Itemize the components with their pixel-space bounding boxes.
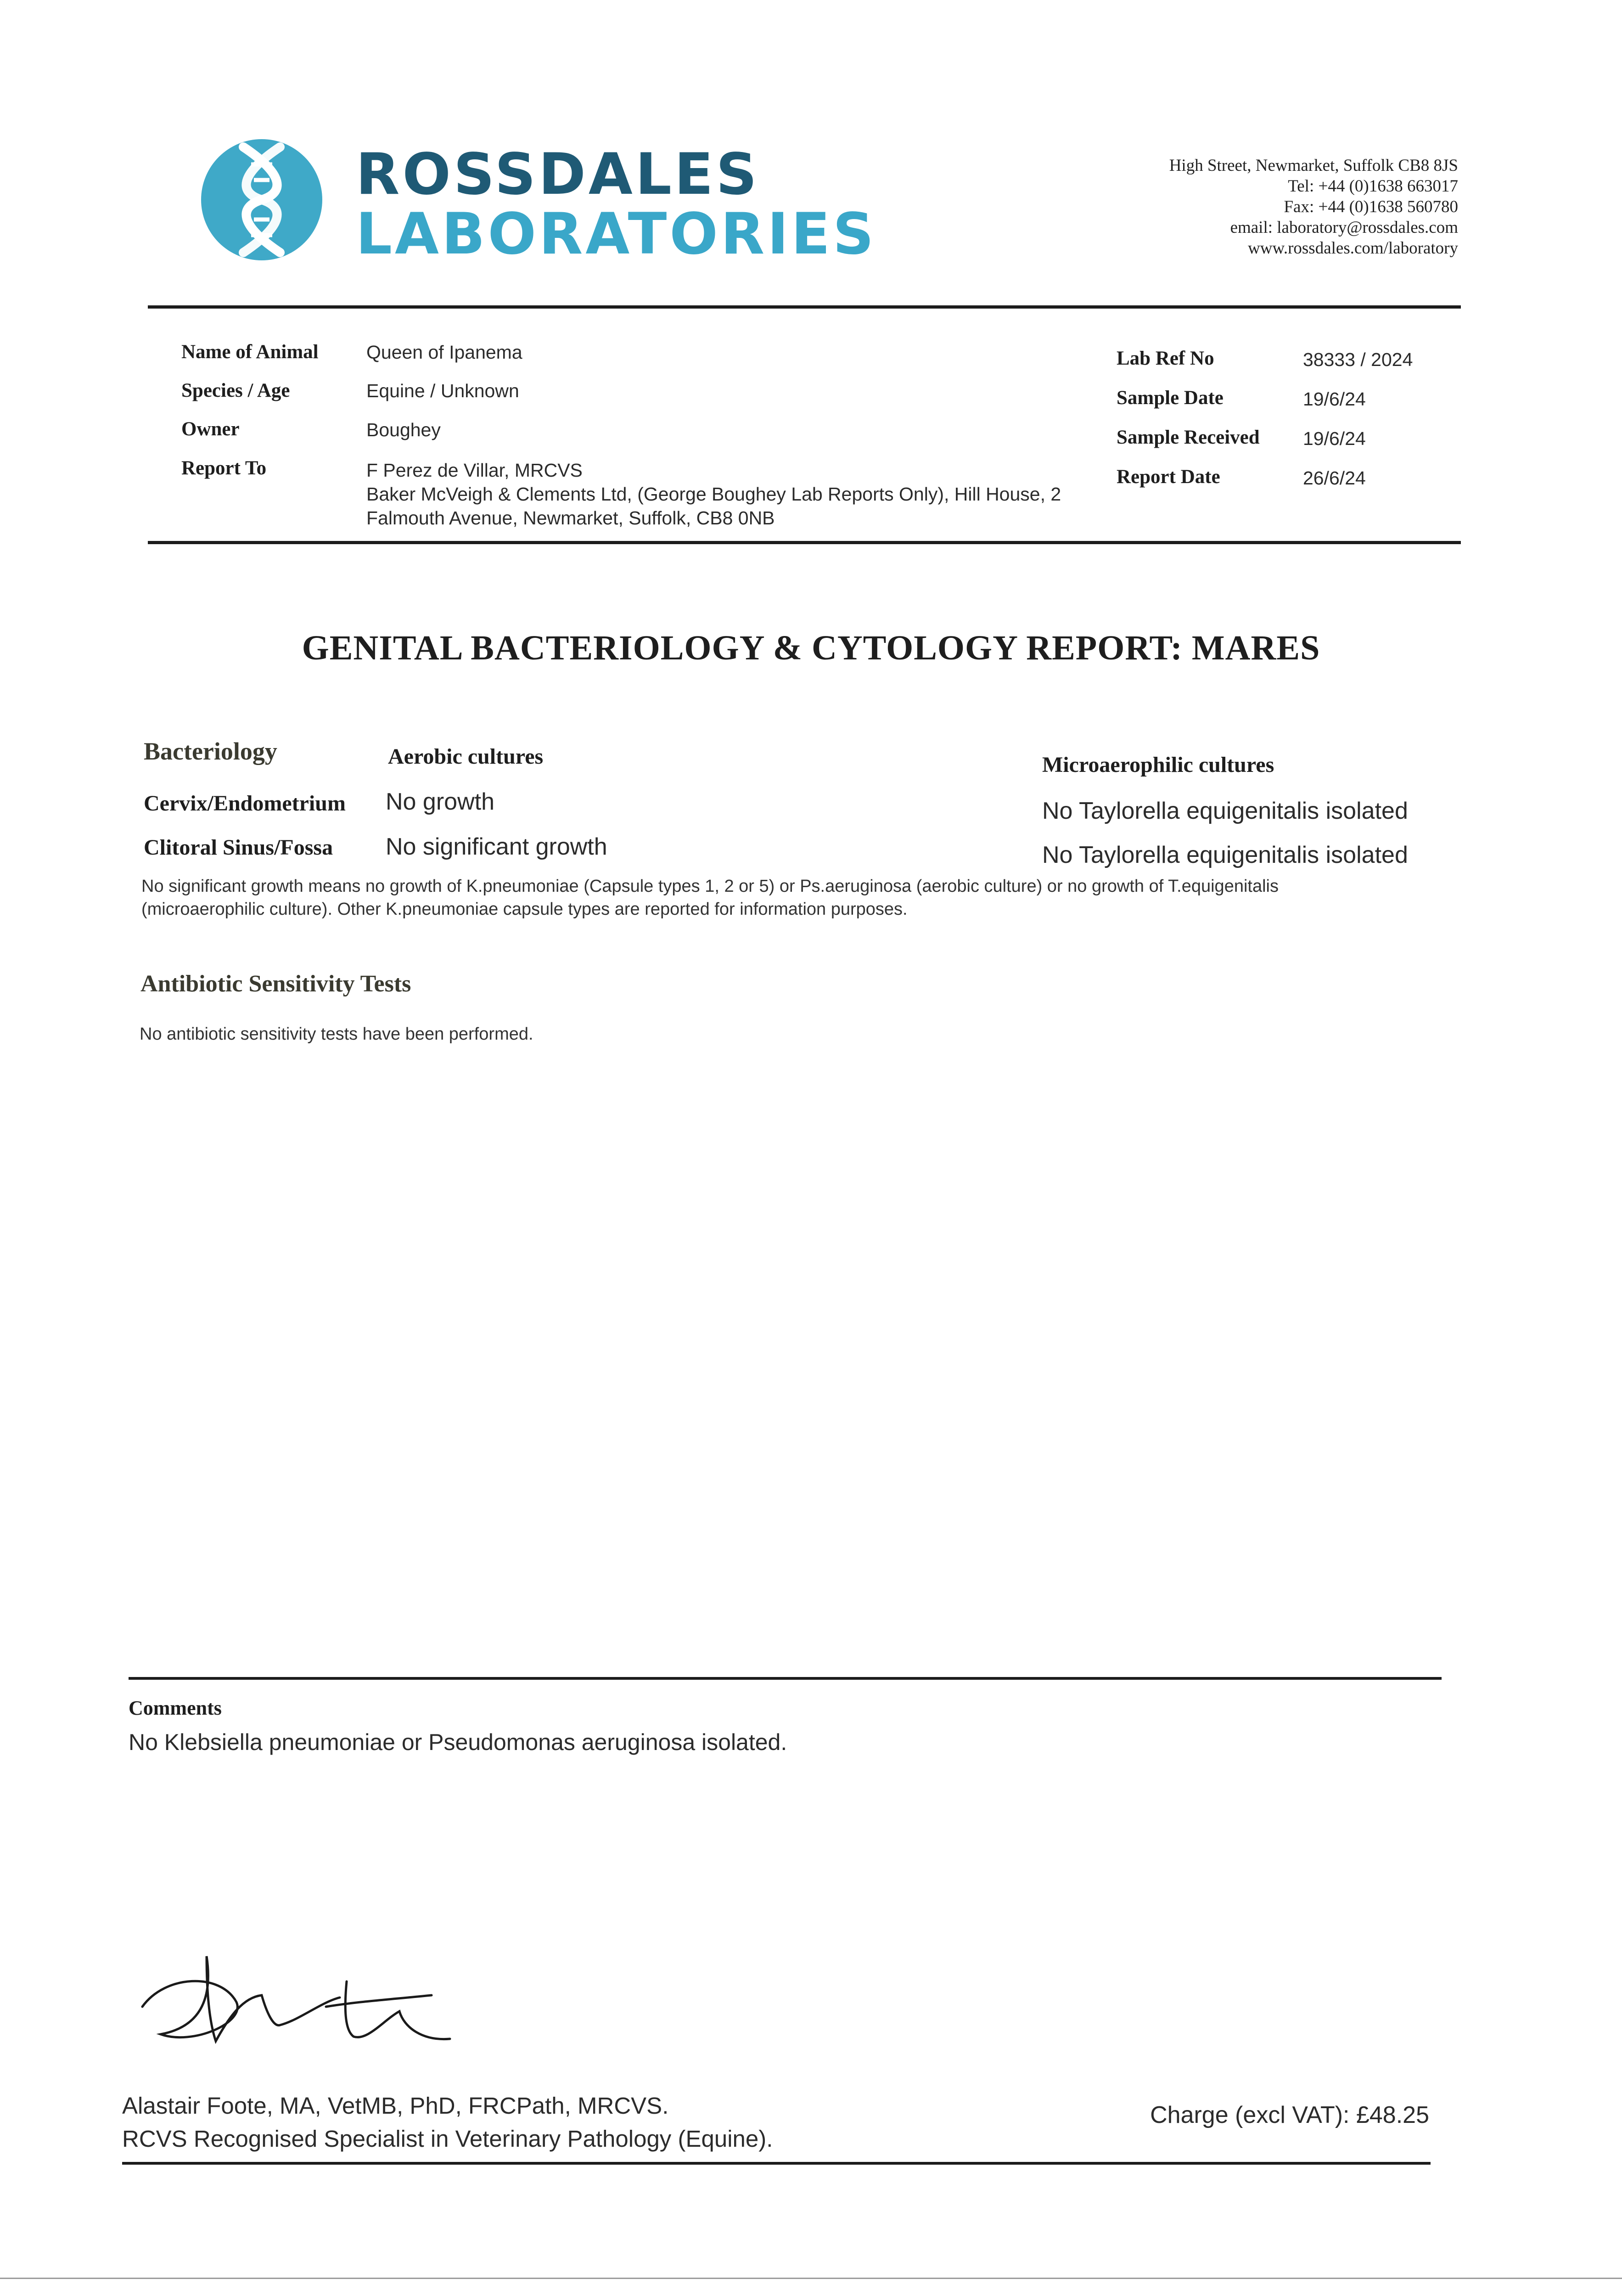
sample-received-label: Sample Received (1117, 427, 1260, 448)
patient-divider (148, 541, 1461, 544)
aerobic-result-cervix: No growth (386, 788, 494, 815)
logo (200, 138, 324, 262)
lab-email[interactable]: email: laboratory@rossdales.com (1230, 218, 1458, 237)
aerobic-result-clitoral: No significant growth (386, 833, 607, 860)
aerobic-cultures-heading: Aerobic cultures (388, 744, 544, 769)
bacteriology-footnote (141, 875, 1473, 921)
sample-received-value: 19/6/24 (1303, 428, 1366, 449)
lab-contact-block (1169, 155, 1458, 259)
lab-ref-value: 38333 / 2024 (1303, 349, 1413, 370)
report-date-label: Report Date (1117, 466, 1220, 488)
name-of-animal-value: Queen of Ipanema (366, 342, 522, 363)
footnote-line-2: (microaerophilic culture). Other K.pneumoniae capsule types are reported for information purposes. (141, 900, 908, 919)
species-age-label: Species / Age (181, 380, 290, 401)
micro-result-cervix: No Taylorella equigenitalis isolated (1042, 798, 1408, 824)
microaerophilic-cultures-heading: Microaerophilic cultures (1042, 753, 1274, 777)
micro-result-clitoral: No Taylorella equigenitalis isolated (1042, 842, 1408, 868)
footnote-line-1: No significant growth means no growth of K.pneumoniae (Capsule types 1, 2 or 5) or Ps.aeruginosa (aerobic culture) or no growth of T.equigenitalis (141, 877, 1279, 896)
sample-date-label: Sample Date (1117, 387, 1224, 409)
signature (129, 1947, 477, 2057)
lab-tel: Tel: +44 (0)1638 663017 (1288, 177, 1458, 196)
report-to-vet: F Perez de Villar, MRCVS (366, 460, 583, 481)
lab-fax: Fax: +44 (0)1638 560780 (1284, 197, 1458, 216)
site-cervix-endometrium: Cervix/Endometrium (144, 791, 346, 816)
brand-name-line1: ROSSDALES (356, 141, 760, 208)
header-divider (148, 305, 1461, 309)
report-to-address: Falmouth Avenue, Newmarket, Suffolk, CB8 0NB (366, 507, 775, 529)
dna-helix-icon (200, 138, 324, 262)
lab-website[interactable]: www.rossdales.com/laboratory (1248, 239, 1458, 258)
handwritten-signature-icon (129, 1947, 477, 2057)
name-of-animal-label: Name of Animal (181, 341, 319, 363)
report-to-label: Report To (181, 457, 267, 479)
report-to-value (366, 458, 1061, 530)
signatory-block (122, 2089, 773, 2155)
owner-value: Boughey (366, 419, 441, 440)
comments-heading: Comments (129, 1697, 222, 1719)
report-title: GENITAL BACTERIOLOGY & CYTOLOGY REPORT: MARES (302, 629, 1320, 667)
page-bottom-line (0, 2278, 1622, 2279)
comments-divider (129, 1677, 1442, 1680)
report-to-practice: Baker McVeigh & Clements Ltd, (George Boughey Lab Reports Only), Hill House, 2 (366, 484, 1061, 505)
sample-date-value: 19/6/24 (1303, 388, 1366, 410)
comments-text: No Klebsiella pneumoniae or Pseudomonas aeruginosa isolated. (129, 1729, 787, 1755)
lab-address: High Street, Newmarket, Suffolk CB8 8JS (1169, 156, 1458, 175)
signatory-title: RCVS Recognised Specialist in Veterinary Pathology (Equine). (122, 2126, 773, 2152)
charge: Charge (excl VAT): £48.25 (1150, 2102, 1429, 2128)
bacteriology-heading: Bacteriology (144, 737, 277, 765)
species-age-value: Equine / Unknown (366, 380, 519, 401)
brand-name-line2: LABORATORIES (356, 201, 877, 267)
antibiotic-heading: Antibiotic Sensitivity Tests (140, 971, 411, 997)
lab-ref-label: Lab Ref No (1117, 348, 1214, 369)
signatory-name: Alastair Foote, MA, VetMB, PhD, FRCPath, MRCVS. (122, 2093, 669, 2119)
report-date-value: 26/6/24 (1303, 467, 1366, 489)
site-clitoral-sinus-fossa: Clitoral Sinus/Fossa (144, 835, 333, 860)
antibiotic-text: No antibiotic sensitivity tests have been performed. (140, 1024, 533, 1044)
footer-divider (122, 2162, 1431, 2165)
owner-label: Owner (181, 418, 240, 440)
